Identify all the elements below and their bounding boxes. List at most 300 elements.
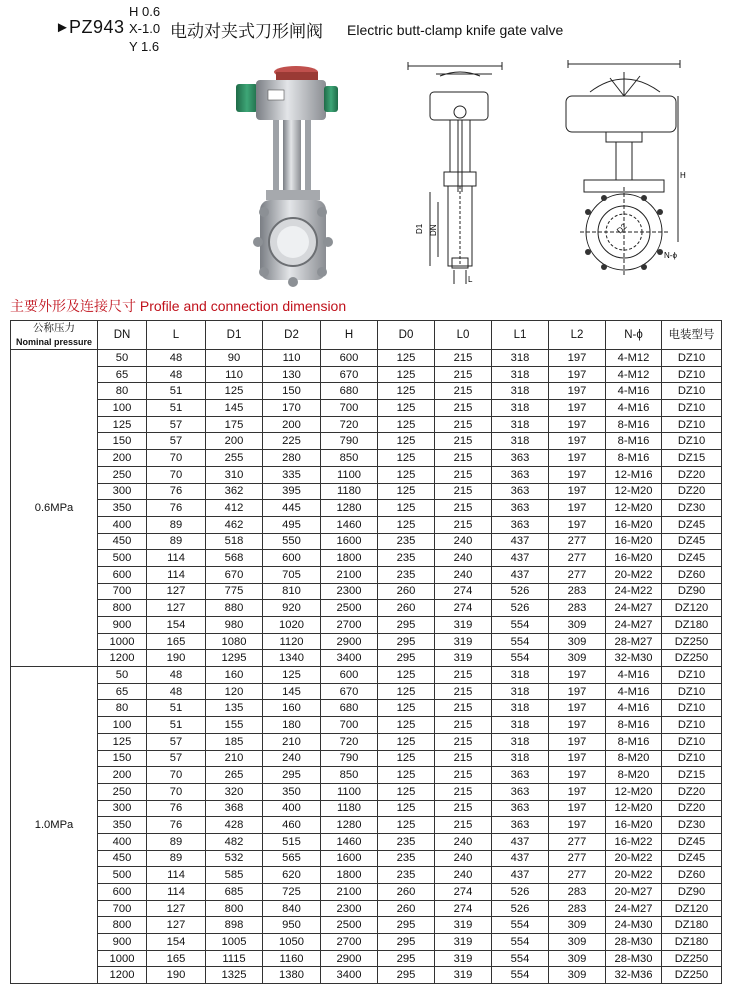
table-cell: DZ10 [662, 700, 722, 717]
table-cell: 16-M20 [606, 516, 662, 533]
table-cell: 2500 [321, 600, 378, 617]
table-cell: 319 [435, 934, 492, 951]
table-cell: 670 [206, 566, 263, 583]
table-row [11, 783, 722, 800]
table-cell: 125 [98, 416, 147, 433]
table-cell: 70 [147, 783, 206, 800]
label-dn: DN [429, 224, 438, 236]
label-d2: D2 [615, 221, 629, 236]
header-l: L [147, 321, 206, 350]
table-cell: 670 [321, 366, 378, 383]
table-cell: 120 [206, 683, 263, 700]
table-cell: 235 [378, 850, 435, 867]
table-cell: 1295 [206, 650, 263, 667]
table-cell: 319 [435, 967, 492, 984]
table-cell: 125 [98, 733, 147, 750]
table-cell: DZ180 [662, 617, 722, 634]
table-cell: 76 [147, 817, 206, 834]
table-cell: 215 [435, 767, 492, 784]
table-cell: 215 [435, 466, 492, 483]
table-cell: 127 [147, 583, 206, 600]
table-cell: 1080 [206, 633, 263, 650]
table-cell: 240 [263, 750, 321, 767]
table-cell: DZ250 [662, 633, 722, 650]
table-cell: 1380 [263, 967, 321, 984]
table-cell: 90 [206, 350, 263, 367]
table-cell: 8-M20 [606, 750, 662, 767]
table-cell: 197 [549, 783, 606, 800]
table-cell: 125 [378, 750, 435, 767]
table-cell: 125 [378, 700, 435, 717]
table-cell: 210 [263, 733, 321, 750]
table-cell: 170 [263, 400, 321, 417]
table-cell: 12-M20 [606, 483, 662, 500]
table-cell: 125 [378, 416, 435, 433]
table-cell: DZ10 [662, 733, 722, 750]
table-cell: 800 [98, 600, 147, 617]
table-cell: DZ45 [662, 833, 722, 850]
table-cell: 50 [98, 350, 147, 367]
table-cell: 350 [98, 817, 147, 834]
table-cell: 526 [492, 900, 549, 917]
table-cell: 670 [321, 683, 378, 700]
table-cell: 110 [206, 366, 263, 383]
table-cell: 400 [98, 833, 147, 850]
table-cell: 850 [321, 450, 378, 467]
table-cell: 526 [492, 583, 549, 600]
table-cell: 235 [378, 566, 435, 583]
table-cell: 335 [263, 466, 321, 483]
product-name-cn: 电动对夹式刀形闸阀 [170, 22, 323, 41]
table-cell: DZ60 [662, 867, 722, 884]
table-cell: 318 [492, 366, 549, 383]
front-view-drawing [560, 52, 695, 292]
table-cell: 70 [147, 767, 206, 784]
table-cell: 775 [206, 583, 263, 600]
table-row [11, 516, 722, 533]
table-cell: 197 [549, 416, 606, 433]
table-cell: 1050 [263, 934, 321, 951]
table-cell: 125 [378, 383, 435, 400]
table-cell: 24-M27 [606, 600, 662, 617]
table-cell: 900 [98, 934, 147, 951]
header-n-phi: N-ϕ [606, 321, 662, 350]
table-cell: 568 [206, 550, 263, 567]
table-cell: 350 [263, 783, 321, 800]
table-cell: 4-M16 [606, 383, 662, 400]
table-cell: 526 [492, 600, 549, 617]
table-cell: 685 [206, 884, 263, 901]
table-cell: 318 [492, 350, 549, 367]
table-cell: 135 [206, 700, 263, 717]
table-cell: 51 [147, 400, 206, 417]
table-cell: 295 [378, 967, 435, 984]
table-cell: 265 [206, 767, 263, 784]
model-title [55, 4, 615, 56]
table-cell: 65 [98, 683, 147, 700]
table-cell: DZ45 [662, 533, 722, 550]
table-cell: 2500 [321, 917, 378, 934]
table-cell: DZ250 [662, 967, 722, 984]
table-cell: 3400 [321, 650, 378, 667]
table-cell: 48 [147, 366, 206, 383]
table-cell: 125 [206, 383, 263, 400]
table-cell: 57 [147, 433, 206, 450]
table-cell: DZ10 [662, 750, 722, 767]
table-row [11, 583, 722, 600]
table-cell: 57 [147, 733, 206, 750]
table-cell: 4-M16 [606, 667, 662, 684]
table-row [11, 550, 722, 567]
table-cell: 89 [147, 533, 206, 550]
table-cell: DZ10 [662, 400, 722, 417]
table-cell: DZ250 [662, 950, 722, 967]
valve-photo [228, 62, 353, 290]
table-cell: 20-M22 [606, 566, 662, 583]
table-cell: 255 [206, 450, 263, 467]
table-cell: 363 [492, 466, 549, 483]
table-cell: 155 [206, 717, 263, 734]
table-cell: 950 [263, 917, 321, 934]
table-cell: 1115 [206, 950, 263, 967]
table-cell: 215 [435, 516, 492, 533]
table-cell: 125 [378, 683, 435, 700]
table-cell: 320 [206, 783, 263, 800]
table-cell: 437 [492, 533, 549, 550]
header-actuator-model: 电装型号 [662, 321, 722, 350]
table-cell: 437 [492, 833, 549, 850]
table-cell: 274 [435, 600, 492, 617]
table-cell: 215 [435, 683, 492, 700]
table-cell: 240 [435, 566, 492, 583]
table-cell: 274 [435, 884, 492, 901]
table-cell: 51 [147, 383, 206, 400]
table-cell: 215 [435, 400, 492, 417]
table-cell: 319 [435, 950, 492, 967]
table-row [11, 850, 722, 867]
table-cell: 1280 [321, 500, 378, 517]
table-cell: 100 [98, 400, 147, 417]
model-code: PZ943 [69, 17, 125, 37]
table-cell: 127 [147, 600, 206, 617]
table-cell: 12-M20 [606, 783, 662, 800]
table-row [11, 667, 722, 684]
table-cell: 28-M30 [606, 934, 662, 951]
table-cell: DZ180 [662, 934, 722, 951]
table-row [11, 733, 722, 750]
table-cell: 500 [98, 867, 147, 884]
table-cell: DZ250 [662, 650, 722, 667]
table-cell: 8-M16 [606, 416, 662, 433]
table-row [11, 967, 722, 984]
table-cell: DZ45 [662, 850, 722, 867]
table-cell: 190 [147, 967, 206, 984]
table-cell: 20-M22 [606, 850, 662, 867]
table-cell: 235 [378, 533, 435, 550]
table-cell: 215 [435, 800, 492, 817]
table-cell: 400 [98, 516, 147, 533]
table-cell: 318 [492, 750, 549, 767]
table-cell: 110 [263, 350, 321, 367]
table-cell: 154 [147, 934, 206, 951]
table-cell: 4-M12 [606, 366, 662, 383]
table-cell: 125 [378, 350, 435, 367]
table-cell: 32-M30 [606, 650, 662, 667]
table-row [11, 700, 722, 717]
table-cell: 2300 [321, 583, 378, 600]
table-cell: 620 [263, 867, 321, 884]
table-cell: 145 [263, 683, 321, 700]
table-cell: 318 [492, 717, 549, 734]
table-cell: 277 [549, 566, 606, 583]
table-cell: 8-M16 [606, 450, 662, 467]
table-cell: 309 [549, 917, 606, 934]
table-cell: 8-M16 [606, 717, 662, 734]
table-cell: DZ10 [662, 717, 722, 734]
table-cell: 190 [147, 650, 206, 667]
table-row [11, 433, 722, 450]
table-cell: 318 [492, 400, 549, 417]
table-cell: 28-M30 [606, 950, 662, 967]
table-cell: 125 [378, 450, 435, 467]
table-row [11, 900, 722, 917]
table-cell: 810 [263, 583, 321, 600]
table-cell: 318 [492, 700, 549, 717]
table-cell: 319 [435, 917, 492, 934]
table-cell: 700 [98, 900, 147, 917]
table-cell: 1600 [321, 850, 378, 867]
table-row [11, 600, 722, 617]
table-cell: 197 [549, 383, 606, 400]
table-cell: 790 [321, 433, 378, 450]
table-row [11, 833, 722, 850]
table-cell: 50 [98, 667, 147, 684]
table-cell: 215 [435, 750, 492, 767]
table-cell: DZ20 [662, 783, 722, 800]
table-cell: 165 [147, 950, 206, 967]
table-cell: DZ30 [662, 817, 722, 834]
table-cell: 57 [147, 416, 206, 433]
label-l: L [468, 275, 473, 284]
table-cell: DZ10 [662, 416, 722, 433]
table-cell: 20-M22 [606, 867, 662, 884]
table-cell: 125 [378, 717, 435, 734]
table-cell: 309 [549, 650, 606, 667]
table-cell: 600 [321, 350, 378, 367]
table-cell: 235 [378, 550, 435, 567]
table-cell: 114 [147, 867, 206, 884]
table-cell: 200 [263, 416, 321, 433]
table-cell: 24-M22 [606, 583, 662, 600]
table-cell: 125 [378, 366, 435, 383]
table-cell: 200 [206, 433, 263, 450]
table-cell: 368 [206, 800, 263, 817]
table-row [11, 483, 722, 500]
table-cell: 125 [378, 516, 435, 533]
table-cell: 76 [147, 500, 206, 517]
label-n-phi: N-ϕ [664, 251, 677, 260]
table-cell: 1160 [263, 950, 321, 967]
header-d1: D1 [206, 321, 263, 350]
table-cell: 363 [492, 783, 549, 800]
table-cell: 114 [147, 884, 206, 901]
table-cell: 4-M16 [606, 400, 662, 417]
table-row [11, 416, 722, 433]
table-cell: 160 [263, 700, 321, 717]
table-cell: 12-M20 [606, 500, 662, 517]
table-cell: 309 [549, 934, 606, 951]
table-cell: 1460 [321, 833, 378, 850]
table-cell: 125 [378, 500, 435, 517]
table-cell: 48 [147, 350, 206, 367]
table-cell: 127 [147, 917, 206, 934]
table-cell: 526 [492, 884, 549, 901]
table-cell: 215 [435, 783, 492, 800]
table-cell: 900 [98, 617, 147, 634]
table-cell: 274 [435, 900, 492, 917]
table-cell: 180 [263, 717, 321, 734]
table-cell: 318 [492, 667, 549, 684]
table-cell: 225 [263, 433, 321, 450]
table-cell: 495 [263, 516, 321, 533]
label-h: H [680, 171, 686, 180]
table-row [11, 450, 722, 467]
table-row [11, 383, 722, 400]
table-cell: 437 [492, 550, 549, 567]
table-row [11, 500, 722, 517]
table-cell: 700 [321, 717, 378, 734]
table-cell: 283 [549, 884, 606, 901]
table-cell: 600 [98, 884, 147, 901]
table-cell: 280 [263, 450, 321, 467]
product-name-en: Electric butt-clamp knife gate valve [347, 22, 564, 38]
table-cell: 300 [98, 483, 147, 500]
table-cell: 260 [378, 583, 435, 600]
table-cell: 309 [549, 950, 606, 967]
table-cell: 215 [435, 383, 492, 400]
table-cell: 76 [147, 483, 206, 500]
table-cell: 20-M27 [606, 884, 662, 901]
table-cell: 310 [206, 466, 263, 483]
table-cell: 283 [549, 600, 606, 617]
table-cell: 277 [549, 550, 606, 567]
table-cell: 197 [549, 500, 606, 517]
table-row [11, 867, 722, 884]
table-cell: 800 [98, 917, 147, 934]
table-cell: 51 [147, 717, 206, 734]
side-view-drawing [400, 52, 510, 292]
table-cell: 395 [263, 483, 321, 500]
table-cell: 165 [147, 633, 206, 650]
pressure-cell: 0.6MPa [11, 350, 98, 667]
table-row [11, 934, 722, 951]
table-cell: 1800 [321, 867, 378, 884]
table-cell: 76 [147, 800, 206, 817]
table-cell: 532 [206, 850, 263, 867]
table-cell: 12-M20 [606, 800, 662, 817]
table-cell: 154 [147, 617, 206, 634]
pressure-cell: 1.0MPa [11, 667, 98, 984]
table-cell: 554 [492, 650, 549, 667]
table-cell: 125 [378, 767, 435, 784]
table-cell: 48 [147, 667, 206, 684]
table-cell: 554 [492, 950, 549, 967]
table-cell: 1005 [206, 934, 263, 951]
table-cell: 295 [263, 767, 321, 784]
table-cell: 309 [549, 633, 606, 650]
table-cell: 318 [492, 433, 549, 450]
table-cell: DZ10 [662, 350, 722, 367]
table-row [11, 950, 722, 967]
table-cell: 2300 [321, 900, 378, 917]
table-row [11, 650, 722, 667]
table-cell: 283 [549, 900, 606, 917]
table-cell: 197 [549, 433, 606, 450]
table-cell: 319 [435, 650, 492, 667]
table-cell: 600 [263, 550, 321, 567]
table-cell: 197 [549, 667, 606, 684]
table-cell: 309 [549, 617, 606, 634]
table-cell: 2700 [321, 617, 378, 634]
table-cell: 840 [263, 900, 321, 917]
table-cell: DZ15 [662, 767, 722, 784]
table-cell: 277 [549, 533, 606, 550]
table-cell: 300 [98, 800, 147, 817]
table-cell: 3400 [321, 967, 378, 984]
table-cell: 720 [321, 416, 378, 433]
table-cell: 235 [378, 833, 435, 850]
table-cell: 2900 [321, 633, 378, 650]
header-d2: D2 [263, 321, 321, 350]
table-cell: 362 [206, 483, 263, 500]
table-cell: 428 [206, 817, 263, 834]
table-cell: 215 [435, 433, 492, 450]
table-cell: 197 [549, 450, 606, 467]
table-cell: 240 [435, 550, 492, 567]
table-cell: DZ10 [662, 383, 722, 400]
table-cell: 318 [492, 733, 549, 750]
table-cell: 585 [206, 867, 263, 884]
table-cell: 240 [435, 833, 492, 850]
table-cell: 215 [435, 817, 492, 834]
table-cell: 4-M16 [606, 683, 662, 700]
table-cell: DZ20 [662, 800, 722, 817]
table-cell: 600 [98, 566, 147, 583]
table-cell: 437 [492, 867, 549, 884]
table-cell: 319 [435, 633, 492, 650]
table-cell: 318 [492, 683, 549, 700]
table-cell: 48 [147, 683, 206, 700]
table-cell: 240 [435, 850, 492, 867]
table-cell: 197 [549, 366, 606, 383]
table-cell: 16-M20 [606, 533, 662, 550]
table-cell: 125 [378, 783, 435, 800]
table-cell: 114 [147, 550, 206, 567]
table-cell: DZ15 [662, 450, 722, 467]
table-cell: 363 [492, 483, 549, 500]
table-cell: 277 [549, 867, 606, 884]
table-cell: 363 [492, 800, 549, 817]
table-cell: 24-M27 [606, 617, 662, 634]
table-cell: 240 [435, 533, 492, 550]
table-cell: 197 [549, 400, 606, 417]
table-row [11, 366, 722, 383]
table-cell: 16-M20 [606, 550, 662, 567]
table-cell: 215 [435, 366, 492, 383]
table-cell: 550 [263, 533, 321, 550]
table-cell: 363 [492, 500, 549, 517]
table-cell: 125 [378, 400, 435, 417]
